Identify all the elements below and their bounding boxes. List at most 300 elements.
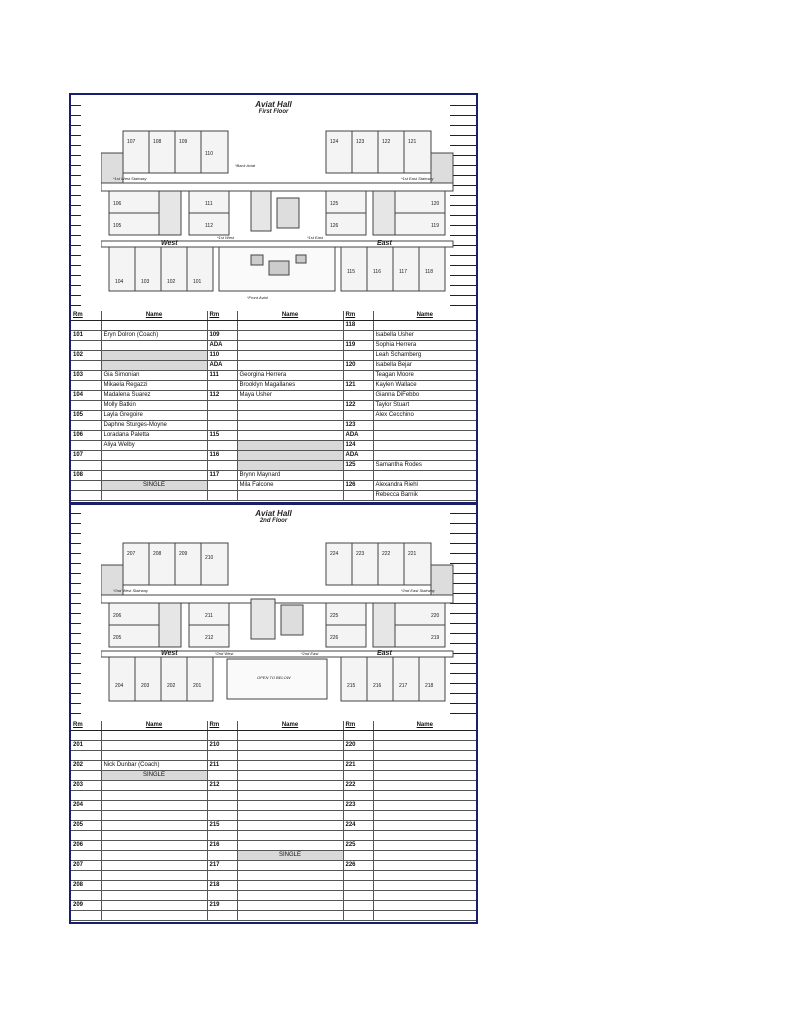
room-number-cell <box>343 771 373 781</box>
resident-name-cell <box>237 801 343 811</box>
edge-tick <box>450 523 476 524</box>
resident-name-cell <box>101 861 207 871</box>
room-label: 222 <box>382 551 391 557</box>
table-row <box>71 821 476 831</box>
table-row <box>71 871 476 881</box>
room-number-cell: 212 <box>207 781 237 791</box>
room-label: 220 <box>431 613 440 619</box>
resident-name-cell <box>373 771 476 781</box>
resident-name-cell: Isabella Bejar <box>373 361 476 371</box>
room-label: 116 <box>373 269 381 275</box>
room-label: 215 <box>347 683 356 689</box>
room-label: 124 <box>330 139 339 145</box>
second-east-label: *2nd East <box>301 651 319 656</box>
room-number-cell <box>343 871 373 881</box>
room-number-cell <box>207 811 237 821</box>
edge-tick <box>71 563 81 564</box>
resident-name-cell <box>237 861 343 871</box>
edge-tick <box>71 583 81 584</box>
resident-name-cell: Maya Usher <box>237 391 343 401</box>
resident-name-cell: Gia Simonian <box>101 371 207 381</box>
room-number-cell: 215 <box>207 821 237 831</box>
table-row <box>71 811 476 821</box>
edge-tick <box>71 145 81 146</box>
resident-name-cell <box>237 451 343 461</box>
room-number-cell: 209 <box>71 901 101 911</box>
room-label: 206 <box>113 613 122 619</box>
resident-name-cell <box>373 431 476 441</box>
room-label: 211 <box>205 613 213 619</box>
resident-name-cell: Gianna DiFebbo <box>373 391 476 401</box>
room-label: 204 <box>115 683 124 689</box>
west-wing-label: West <box>161 240 178 247</box>
resident-name-cell <box>373 891 476 901</box>
resident-name-cell <box>373 761 476 771</box>
room-number-cell: 216 <box>207 841 237 851</box>
resident-name-cell <box>237 771 343 781</box>
resident-name-cell <box>101 831 207 841</box>
room-number-cell <box>343 881 373 891</box>
front-entry-label: *Front Aviat <box>247 295 268 300</box>
room-number-cell <box>71 891 101 901</box>
table-row <box>71 451 476 461</box>
table-row <box>71 411 476 421</box>
edge-tick <box>71 195 81 196</box>
resident-name-cell <box>101 741 207 751</box>
room-number-cell: 105 <box>71 411 101 421</box>
room-number-cell: 107 <box>71 451 101 461</box>
edge-tick <box>71 703 81 704</box>
room-number-cell <box>71 791 101 801</box>
first-east-label: *1st East <box>307 235 324 240</box>
room-number-cell: 123 <box>343 421 373 431</box>
room-number-cell: 115 <box>207 431 237 441</box>
table-header-row <box>71 721 476 731</box>
resident-name-cell <box>101 811 207 821</box>
edge-tick <box>71 553 81 554</box>
first-floor-roster-table <box>71 311 476 501</box>
table-header-row <box>71 311 476 321</box>
room-number-cell: 207 <box>71 861 101 871</box>
east-wing-label: East <box>377 650 392 657</box>
edge-tick <box>450 305 476 306</box>
room-label: 112 <box>205 223 213 229</box>
room-number-cell <box>71 911 101 921</box>
room-number-cell: 210 <box>207 741 237 751</box>
resident-name-cell <box>101 461 207 471</box>
edge-tick <box>71 155 81 156</box>
room-number-cell <box>343 471 373 481</box>
room-label: 221 <box>408 551 417 557</box>
edge-tick <box>71 593 81 594</box>
header-room: Rm <box>207 311 237 321</box>
room-number-cell <box>71 401 101 411</box>
resident-name-cell <box>373 781 476 791</box>
room-number-cell: 106 <box>71 431 101 441</box>
table-row <box>71 371 476 381</box>
resident-name-cell <box>237 341 343 351</box>
resident-name-cell <box>373 881 476 891</box>
resident-name-cell <box>101 321 207 331</box>
resident-name-cell <box>237 461 343 471</box>
room-number-cell: 217 <box>207 861 237 871</box>
resident-name-cell <box>237 811 343 821</box>
table-row <box>71 381 476 391</box>
resident-name-cell <box>373 321 476 331</box>
resident-name-cell <box>101 901 207 911</box>
resident-name-cell <box>237 751 343 761</box>
resident-name-cell <box>237 891 343 901</box>
edge-tick <box>71 683 81 684</box>
resident-name-cell <box>373 911 476 921</box>
room-label: 205 <box>113 635 122 641</box>
room-number-cell <box>343 831 373 841</box>
resident-name-cell <box>373 731 476 741</box>
room-number-cell: 226 <box>343 861 373 871</box>
room-number-cell <box>207 491 237 501</box>
resident-name-cell <box>373 861 476 871</box>
east-stairway-label: *2nd East Stairway <box>401 588 435 593</box>
resident-name-cell <box>101 881 207 891</box>
resident-name-cell <box>373 801 476 811</box>
table-row <box>71 911 476 921</box>
room-number-cell <box>343 911 373 921</box>
header-room: Rm <box>343 311 373 321</box>
edge-tick <box>71 175 81 176</box>
resident-name-cell: Madalena Suarez <box>101 391 207 401</box>
room-label: 224 <box>330 551 339 557</box>
resident-name-cell <box>101 871 207 881</box>
edge-tick <box>450 513 476 514</box>
resident-name-cell: Sophia Herrera <box>373 341 476 351</box>
room-label: 121 <box>408 139 417 145</box>
edge-tick <box>71 225 81 226</box>
resident-name-cell <box>237 791 343 801</box>
room-number-cell <box>343 851 373 861</box>
header-name: Name <box>237 721 343 731</box>
edge-tick <box>71 543 81 544</box>
resident-name-cell <box>237 441 343 451</box>
resident-name-cell <box>237 841 343 851</box>
resident-name-cell <box>237 911 343 921</box>
resident-name-cell <box>237 421 343 431</box>
resident-name-cell: Alex Cecchino <box>373 411 476 421</box>
room-number-cell: 202 <box>71 761 101 771</box>
room-number-cell <box>71 871 101 881</box>
room-number-cell <box>343 891 373 901</box>
resident-name-cell: Mila Falcone <box>237 481 343 491</box>
resident-name-cell: Teagan Moore <box>373 371 476 381</box>
header-name: Name <box>373 721 476 731</box>
room-number-cell <box>71 361 101 371</box>
table-row <box>71 791 476 801</box>
room-label: 118 <box>425 269 433 275</box>
room-number-cell: 122 <box>343 401 373 411</box>
edge-tick <box>71 275 81 276</box>
edge-tick <box>71 693 81 694</box>
room-label: 125 <box>330 201 339 207</box>
room-label: 203 <box>141 683 150 689</box>
room-label: 122 <box>382 139 391 145</box>
room-number-cell: 104 <box>71 391 101 401</box>
edge-tick <box>71 135 81 136</box>
resident-name-cell <box>237 351 343 361</box>
edge-tick <box>71 603 81 604</box>
room-number-cell <box>343 791 373 801</box>
room-number-cell <box>207 441 237 451</box>
room-number-cell <box>207 831 237 841</box>
room-number-cell: 116 <box>207 451 237 461</box>
room-label: 104 <box>115 279 124 285</box>
edge-tick <box>71 205 81 206</box>
room-number-cell <box>343 411 373 421</box>
room-label: 107 <box>127 139 136 145</box>
edge-tick <box>71 523 81 524</box>
edge-tick <box>71 305 81 306</box>
room-number-cell: 103 <box>71 371 101 381</box>
room-label: 109 <box>179 139 188 145</box>
header-room: Rm <box>71 311 101 321</box>
header-name: Name <box>237 311 343 321</box>
edge-tick <box>71 663 81 664</box>
second-floor-section <box>71 505 476 924</box>
table-row <box>71 831 476 841</box>
resident-name-cell <box>237 331 343 341</box>
resident-name-cell: Layla Gregoire <box>101 411 207 421</box>
resident-name-cell <box>237 411 343 421</box>
resident-name-cell <box>237 781 343 791</box>
edge-tick <box>71 285 81 286</box>
resident-name-cell <box>237 431 343 441</box>
resident-name-cell <box>237 831 343 841</box>
resident-name-cell: Mikaela Regazzi <box>101 381 207 391</box>
room-number-cell: 102 <box>71 351 101 361</box>
room-label: 119 <box>431 223 439 229</box>
resident-name-cell: Molly Batkin <box>101 401 207 411</box>
resident-name-cell <box>237 401 343 411</box>
table-row <box>71 781 476 791</box>
resident-name-cell: SINGLE <box>101 771 207 781</box>
first-floor-plan <box>101 123 456 303</box>
room-number-cell <box>207 421 237 431</box>
table-row <box>71 471 476 481</box>
resident-name-cell <box>373 901 476 911</box>
resident-name-cell <box>373 851 476 861</box>
room-label: 126 <box>330 223 339 229</box>
room-number-cell <box>343 811 373 821</box>
table-row <box>71 761 476 771</box>
resident-name-cell <box>237 881 343 891</box>
resident-name-cell <box>101 751 207 761</box>
resident-name-cell <box>101 361 207 371</box>
room-number-cell <box>207 731 237 741</box>
room-number-cell: 208 <box>71 881 101 891</box>
room-number-cell: 220 <box>343 741 373 751</box>
room-number-cell: 109 <box>207 331 237 341</box>
table-row <box>71 741 476 751</box>
room-number-cell <box>71 441 101 451</box>
room-number-cell: 222 <box>343 781 373 791</box>
room-label: 117 <box>399 269 407 275</box>
room-label: 101 <box>193 279 202 285</box>
table-row <box>71 801 476 811</box>
west-wing-label: West <box>161 650 178 657</box>
resident-name-cell <box>101 821 207 831</box>
table-row <box>71 731 476 741</box>
room-number-cell: ADA <box>343 451 373 461</box>
room-number-cell <box>207 381 237 391</box>
resident-name-cell <box>101 801 207 811</box>
room-number-cell: 125 <box>343 461 373 471</box>
table-row <box>71 351 476 361</box>
edge-tick <box>71 235 81 236</box>
room-label: 218 <box>425 683 434 689</box>
west-stairway-label: *1st West Stairway <box>113 176 147 181</box>
room-number-cell: ADA <box>207 361 237 371</box>
header-room: Rm <box>71 721 101 731</box>
resident-name-cell <box>101 341 207 351</box>
table-row <box>71 861 476 871</box>
resident-name-cell: Brynn Maynard <box>237 471 343 481</box>
resident-name-cell <box>237 731 343 741</box>
resident-name-cell <box>373 791 476 801</box>
room-number-cell <box>207 891 237 901</box>
room-number-cell: 120 <box>343 361 373 371</box>
room-number-cell: 225 <box>343 841 373 851</box>
first-floor-section <box>71 95 476 505</box>
edge-tick <box>450 115 476 116</box>
room-label: 201 <box>193 683 202 689</box>
resident-name-cell <box>101 451 207 461</box>
room-number-cell <box>71 481 101 491</box>
room-number-cell <box>207 751 237 761</box>
room-number-cell <box>71 771 101 781</box>
room-number-cell <box>343 371 373 381</box>
resident-name-cell <box>101 731 207 741</box>
open-to-below-label: OPEN TO BELOW <box>257 675 291 680</box>
resident-name-cell <box>101 781 207 791</box>
table-row <box>71 901 476 911</box>
table-row <box>71 361 476 371</box>
table-row <box>71 891 476 901</box>
room-number-cell <box>343 331 373 341</box>
room-number-cell <box>71 321 101 331</box>
table-row <box>71 321 476 331</box>
resident-name-cell <box>373 741 476 751</box>
resident-name-cell <box>237 761 343 771</box>
table-row <box>71 341 476 351</box>
resident-name-cell: Daphne Sturges-Moyne <box>101 421 207 431</box>
room-number-cell <box>343 351 373 361</box>
resident-name-cell: Georgina Herrera <box>237 371 343 381</box>
room-label: 120 <box>431 201 440 207</box>
room-label: 108 <box>153 139 162 145</box>
room-label: 105 <box>113 223 122 229</box>
resident-name-cell <box>101 351 207 361</box>
west-stairway-label: *2nd West Stairway <box>113 588 148 593</box>
room-number-cell: 119 <box>343 341 373 351</box>
resident-name-cell: Isabella Usher <box>373 331 476 341</box>
table-row <box>71 391 476 401</box>
room-label: 212 <box>205 635 214 641</box>
room-number-cell: 101 <box>71 331 101 341</box>
edge-tick <box>71 623 81 624</box>
resident-name-cell <box>237 821 343 831</box>
resident-name-cell <box>237 871 343 881</box>
room-label: 216 <box>373 683 382 689</box>
edge-tick <box>71 643 81 644</box>
second-floor-plan <box>101 529 456 709</box>
room-number-cell: ADA <box>207 341 237 351</box>
edge-tick <box>450 713 476 714</box>
room-label: 202 <box>167 683 176 689</box>
room-number-cell: 126 <box>343 481 373 491</box>
room-number-cell <box>343 751 373 761</box>
table-row <box>71 461 476 471</box>
table-row <box>71 401 476 411</box>
room-number-cell: 117 <box>207 471 237 481</box>
room-number-cell <box>207 321 237 331</box>
edge-tick <box>71 105 81 106</box>
resident-name-cell <box>373 831 476 841</box>
resident-name-cell <box>101 841 207 851</box>
header-name: Name <box>101 721 207 731</box>
room-label: 219 <box>431 635 440 641</box>
room-label: 217 <box>399 683 408 689</box>
resident-name-cell: Kaylen Wallace <box>373 381 476 391</box>
second-floor-roster-table <box>71 721 476 921</box>
resident-name-cell: SINGLE <box>237 851 343 861</box>
room-label: 106 <box>113 201 122 207</box>
resident-name-cell <box>101 491 207 501</box>
resident-name-cell: Samantha Rodes <box>373 461 476 471</box>
room-number-cell <box>207 481 237 491</box>
room-number-cell: 110 <box>207 351 237 361</box>
resident-name-cell <box>373 471 476 481</box>
resident-name-cell <box>101 891 207 901</box>
table-row <box>71 481 476 491</box>
resident-name-cell: Nick Dunbar (Coach) <box>101 761 207 771</box>
room-label: 115 <box>347 269 355 275</box>
edge-tick <box>450 105 476 106</box>
room-number-cell <box>71 731 101 741</box>
edge-tick <box>71 245 81 246</box>
room-label: 207 <box>127 551 136 557</box>
east-wing-label: East <box>377 240 392 247</box>
resident-name-cell <box>373 821 476 831</box>
resident-name-cell <box>237 321 343 331</box>
room-number-cell: 201 <box>71 741 101 751</box>
room-number-cell <box>207 401 237 411</box>
resident-name-cell: SINGLE <box>101 481 207 491</box>
resident-name-cell: Loradana Paletta <box>101 431 207 441</box>
resident-name-cell: Brooklyn Magallanes <box>237 381 343 391</box>
resident-name-cell <box>101 791 207 801</box>
room-number-cell: 118 <box>343 321 373 331</box>
edge-tick <box>71 653 81 654</box>
header-name: Name <box>373 311 476 321</box>
room-number-cell <box>71 811 101 821</box>
room-number-cell <box>71 341 101 351</box>
room-number-cell <box>343 391 373 401</box>
resident-name-cell <box>237 741 343 751</box>
room-number-cell: 206 <box>71 841 101 851</box>
room-number-cell <box>207 871 237 881</box>
room-number-cell <box>71 461 101 471</box>
resident-name-cell: Alexandra Riehl <box>373 481 476 491</box>
edge-tick <box>71 295 81 296</box>
room-number-cell: 205 <box>71 821 101 831</box>
